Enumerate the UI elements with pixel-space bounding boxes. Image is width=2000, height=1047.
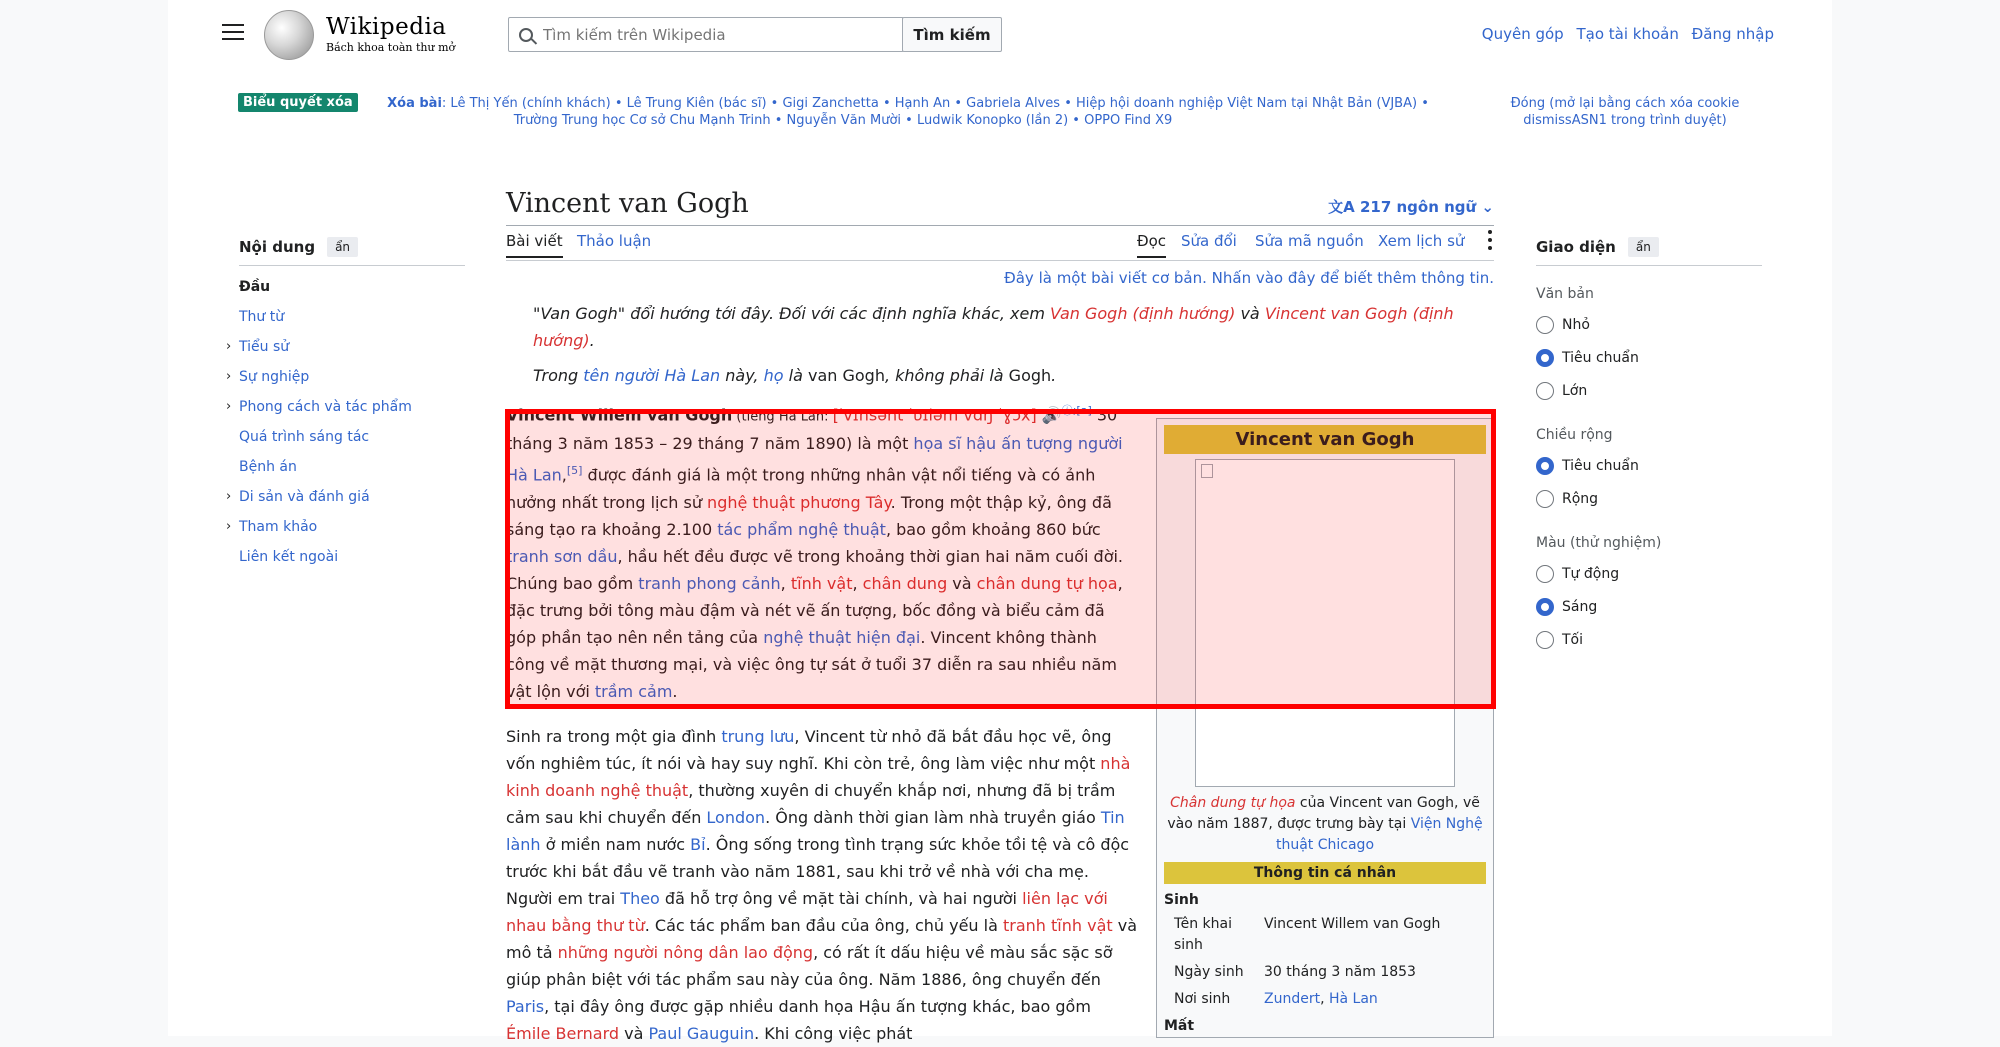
search-icon bbox=[519, 28, 533, 42]
radio-width-standard[interactable] bbox=[1536, 449, 1762, 482]
radio-text-standard[interactable] bbox=[1536, 341, 1762, 374]
radio-button[interactable] bbox=[1536, 349, 1554, 367]
featured-notice[interactable]: Đây là một bài viết cơ bản. Nhấn vào đây để biết thêm thông tin. bbox=[1004, 269, 1494, 287]
infobox-died-header: Mất bbox=[1164, 1018, 1195, 1034]
hatnote-text: Trong bbox=[533, 366, 584, 385]
article-link[interactable]: nghệ thuật hiện đại bbox=[763, 627, 921, 647]
translate-icon: 文A bbox=[1328, 198, 1360, 216]
radio-button[interactable] bbox=[1536, 457, 1554, 475]
toc-item-label: Tiểu sử bbox=[239, 339, 290, 355]
tab-history[interactable]: Xem lịch sử bbox=[1378, 232, 1465, 250]
wikipedia-globe-logo[interactable] bbox=[264, 10, 314, 60]
hatnote-text: , không phải là bbox=[884, 366, 1009, 385]
chevron-right-icon[interactable]: › bbox=[226, 399, 232, 414]
infobox-value: Vincent Willem van Gogh bbox=[1264, 916, 1441, 932]
image-caption bbox=[1164, 793, 1486, 856]
search-box[interactable] bbox=[508, 17, 904, 52]
body-text: . Khi công việc phát bbox=[754, 1023, 913, 1043]
appearance-hide-button[interactable]: ẩn bbox=[1628, 237, 1659, 257]
infobox-row bbox=[1164, 989, 1486, 1010]
tab-edit-source[interactable]: Sửa mã nguồn bbox=[1255, 232, 1364, 250]
body-text: Sinh ra trong một gia đình bbox=[506, 726, 722, 746]
toc-title: Nội dung bbox=[239, 238, 316, 256]
caption-text: của Vincent van Gogh, vẽ vào năm 1887, được trưng bày tại bbox=[1167, 795, 1480, 832]
lead-text: . Vincent không thành công về mặt thương mại, và việc ông tự sát ở tuổi 37 diễn ra sau nhiều năm vật lộn với bbox=[506, 627, 1117, 701]
toc-item-label: Đầu bbox=[239, 279, 271, 295]
toc-item-label: Bệnh án bbox=[239, 459, 297, 475]
infobox-key: Tên khai sinh bbox=[1174, 916, 1232, 953]
hatnote-text: . bbox=[589, 331, 595, 350]
appearance-panel bbox=[1536, 237, 1762, 656]
text-size-label: Văn bản bbox=[1536, 286, 1594, 302]
language-count: 217 ngôn ngữ bbox=[1359, 198, 1477, 216]
hatnote-link[interactable]: Vincent van Gogh (định hướng) bbox=[533, 304, 1454, 350]
radio-label: Tiêu chuẩn bbox=[1562, 349, 1639, 366]
lead-text: được đánh giá là một trong những nhân vật nổi tiếng và có ảnh hưởng nhất trong lịch sử bbox=[506, 465, 1096, 512]
infobox-value: 30 tháng 3 năm 1853 bbox=[1264, 964, 1416, 980]
radio-label: Tiêu chuẩn bbox=[1562, 457, 1639, 474]
body-text: ở miền nam nước bbox=[540, 834, 691, 854]
create-account-link[interactable]: Tạo tài khoản bbox=[1576, 25, 1679, 43]
toc-item-references[interactable] bbox=[226, 512, 465, 542]
article-link[interactable]: tranh sơn dầu bbox=[506, 546, 618, 566]
radio-button[interactable] bbox=[1536, 565, 1554, 583]
appearance-title: Giao diện bbox=[1536, 238, 1616, 256]
radio-color-dark[interactable] bbox=[1536, 623, 1762, 656]
article-link[interactable]: Paul Gauguin bbox=[648, 1023, 755, 1043]
toc-item-biography[interactable] bbox=[226, 332, 465, 362]
body-text: . Ông sống trong tình trạng sức khỏe tồi tệ và cô độc trước khi bắt đầu vẽ tranh vào năm 1881, sau khi trở về nhà với cha mẹ. Người em trai bbox=[506, 834, 1130, 908]
lead-text: . bbox=[672, 681, 678, 701]
banner-items-line2[interactable]: Trường Trung học Cơ sở Chu Mạnh Trinh • Nguyễn Văn Mười • Ludwik Konopko (lần 2) • OPPO Find X9 bbox=[513, 113, 1173, 128]
lead-text: , đặc trưng bởi tông màu đậm và nét vẽ ấn tượng, bốc đồng và biểu cảm đã góp phần tạo nên nền tảng của bbox=[506, 573, 1123, 647]
infobox-key: Nơi sinh bbox=[1174, 991, 1231, 1007]
hatnote-text: là bbox=[783, 366, 808, 385]
article-link[interactable]: Theo bbox=[620, 888, 660, 908]
article-link[interactable]: tác phẩm nghệ thuật bbox=[717, 519, 886, 539]
toc-item-top[interactable] bbox=[239, 272, 465, 302]
hatnote-block bbox=[506, 300, 1494, 389]
ref-link[interactable]: [5] bbox=[566, 464, 583, 478]
radio-button[interactable] bbox=[1536, 631, 1554, 649]
body-text: , Vincent từ nhỏ đã bắt đầu học vẽ, ông vốn nghiêm túc, ít nói và hay suy nghĩ. Khi còn trẻ, ông làm việc như một bbox=[506, 726, 1112, 773]
article-link[interactable]: nghệ thuật phương Tây bbox=[707, 492, 891, 512]
tab-read[interactable]: Đọc bbox=[1137, 232, 1166, 258]
radio-button[interactable] bbox=[1536, 316, 1554, 334]
hatnote-link[interactable]: Van Gogh (định hướng) bbox=[1050, 304, 1236, 323]
article-link[interactable]: liên lạc với nhau bằng thư từ bbox=[506, 888, 1108, 935]
toc-item-process[interactable] bbox=[239, 422, 465, 452]
lead-text: (tiếng Hà Lan: bbox=[732, 409, 833, 425]
radio-text-small[interactable] bbox=[1536, 308, 1762, 341]
ipa-link[interactable]: [ˈvɪnsənt ˈʋɪləm vɑŋ ˈɣɔx] bbox=[832, 405, 1037, 425]
main-menu-icon[interactable] bbox=[222, 24, 244, 42]
title-row bbox=[506, 190, 1494, 226]
table-of-contents bbox=[226, 237, 465, 572]
page-tabs bbox=[506, 226, 1494, 261]
toc-item-external-links[interactable] bbox=[239, 542, 465, 572]
article-link[interactable]: chân dung tự họa bbox=[976, 573, 1118, 593]
infobox-title: Vincent van Gogh bbox=[1164, 425, 1486, 454]
article-link[interactable]: họa sĩ hậu ấn tượng người Hà Lan bbox=[506, 434, 1123, 485]
article-link[interactable]: Tin lành bbox=[506, 807, 1125, 854]
radio-label: Tự động bbox=[1562, 565, 1620, 582]
page-title: Vincent van Gogh bbox=[506, 188, 749, 219]
radio-label: Lớn bbox=[1562, 382, 1588, 399]
search-button[interactable]: Tìm kiếm bbox=[902, 17, 1002, 52]
article-link[interactable]: Émile Bernard bbox=[506, 1023, 620, 1043]
body-text: , tại đây ông được gặp nhiều danh họa Hậu ấn tượng khác, bao gồm bbox=[544, 996, 1091, 1016]
lead-paragraph: Vincent Willem van Gogh (tiếng Hà Lan: [ˈvɪnsənt ˈʋɪləm vɑŋ ˈɣɔx] 🔊$^{ⓘ;[a]}$ 30 tháng 3 năm 1853 – 29 tháng 7 năm 1890) là một họa sĩ hậu ấn tượng người Hà Lan,[5] được đánh giá là một trong những nhân vật nổi tiếng và có ảnh hưởng nhất trong lịch sử nghệ thuật phương Tây. Trong một thập kỷ, ông đã sáng tạo ra khoảng 2.100 tác phẩm nghệ thuật, bao gồm khoảng 860 bức tranh sơn dầu, hầu hết đều được vẽ trong khoảng thời gian hai năm cuối đời. Chúng bao gồm tranh phong cảnh, tĩnh vật, chân dung và chân dung tự họa, đặc trưng bởi tông màu đậm và nét vẽ ấn tượng, bốc đồng và biểu cảm đã góp phần tạo nên nền tảng của nghệ thuật hiện đại. Vincent không thành công về mặt thương mại, và việc ông tự sát ở tuổi 37 diễn ra sau nhiều năm vật lộn với trầm cảm. bbox=[506, 404, 1124, 701]
hatnote-text: van Gogh bbox=[807, 366, 885, 385]
page bbox=[168, 0, 1832, 1043]
toc-item-career[interactable] bbox=[226, 362, 465, 392]
toc-item-label: Phong cách và tác phẩm bbox=[239, 399, 412, 415]
login-link[interactable]: Đăng nhập bbox=[1691, 25, 1774, 43]
lead-text: , bbox=[852, 573, 863, 593]
body-text: và bbox=[619, 1023, 649, 1043]
width-label: Chiều rộng bbox=[1536, 427, 1613, 443]
toc-hide-button[interactable]: ẩn bbox=[327, 237, 358, 257]
ref-link[interactable]: ⓘ;[a] bbox=[1061, 404, 1092, 417]
banner-close-link[interactable]: Đóng (mở lại bằng cách xóa cookie dismissASN1 trong trình duyệt) bbox=[1510, 96, 1740, 128]
lead-text: , bbox=[780, 573, 791, 593]
lead-text: , hầu hết đều được vẽ trong khoảng thời gian hai năm cuối đời. Chúng bao gồm bbox=[506, 546, 1124, 593]
user-links bbox=[1474, 25, 1774, 43]
body-text: và mô tả bbox=[506, 915, 1137, 962]
hatnote-text: . bbox=[1051, 366, 1057, 385]
color-label: Màu (thử nghiệm) bbox=[1536, 535, 1662, 551]
chevron-down-icon: ⌄ bbox=[1476, 198, 1494, 216]
donate-link[interactable]: Quyên góp bbox=[1481, 25, 1564, 43]
second-paragraph bbox=[506, 723, 1138, 1047]
hatnote-text: này, bbox=[720, 366, 764, 385]
lead-text: , bao gồm khoảng 860 bức bbox=[885, 519, 1101, 539]
hatnote-link[interactable]: họ bbox=[763, 366, 784, 385]
infobox-row bbox=[1164, 914, 1486, 956]
infobox-born-header: Sinh bbox=[1164, 892, 1199, 908]
lead-text: và bbox=[947, 573, 977, 593]
chevron-right-icon[interactable]: › bbox=[226, 519, 232, 534]
article-link[interactable]: nhà kinh doanh nghệ thuật bbox=[506, 753, 1131, 800]
radio-button[interactable] bbox=[1536, 490, 1554, 508]
toc-item-style[interactable] bbox=[226, 392, 465, 422]
radio-text-large[interactable] bbox=[1536, 374, 1762, 407]
article-link[interactable]: Bỉ bbox=[690, 834, 706, 854]
banner-text bbox=[238, 95, 1448, 129]
speaker-icon[interactable]: 🔊 bbox=[1036, 405, 1062, 425]
article-link[interactable]: tranh phong cảnh bbox=[638, 573, 781, 593]
radio-width-wide[interactable] bbox=[1536, 482, 1762, 515]
toc-header bbox=[239, 237, 465, 266]
caption-link[interactable]: Chân dung tự họa bbox=[1170, 795, 1296, 811]
search-input[interactable] bbox=[541, 25, 881, 45]
hatnote-link[interactable]: tên người Hà Lan bbox=[583, 366, 721, 385]
radio-label: Tối bbox=[1562, 631, 1584, 648]
portrait-image[interactable] bbox=[1195, 459, 1455, 787]
site-header bbox=[168, 0, 1832, 70]
main-content bbox=[506, 190, 1494, 1047]
article-link[interactable]: London bbox=[706, 807, 766, 827]
infobox-key: Ngày sinh bbox=[1174, 964, 1244, 980]
infobox-row bbox=[1164, 962, 1486, 983]
wordmark[interactable] bbox=[326, 14, 455, 54]
chevron-right-icon[interactable]: › bbox=[226, 489, 232, 504]
place-link[interactable]: Hà Lan bbox=[1329, 991, 1378, 1007]
toc-item-label: Liên kết ngoài bbox=[239, 549, 339, 565]
article-link[interactable]: tranh tĩnh vật bbox=[1002, 915, 1113, 935]
article-link[interactable]: trầm cảm bbox=[594, 681, 673, 701]
toc-item-illness[interactable] bbox=[239, 452, 465, 482]
radio-color-auto[interactable] bbox=[1536, 557, 1762, 590]
caption-link[interactable]: Viện Nghệ thuật Chicago bbox=[1275, 816, 1483, 853]
toc-item-label: Tham khảo bbox=[239, 519, 318, 535]
more-menu-icon[interactable] bbox=[1488, 230, 1492, 254]
image-placeholder-icon bbox=[1201, 464, 1213, 478]
toc-item-label: Di sản và đánh giá bbox=[239, 489, 370, 505]
chevron-right-icon[interactable]: › bbox=[226, 339, 232, 354]
wordmark-tagline: Bách khoa toàn thư mở bbox=[326, 41, 456, 54]
tab-edit[interactable]: Sửa đổi bbox=[1181, 232, 1237, 250]
body-text: . Các tác phẩm ban đầu của ông, chủ yếu là bbox=[644, 915, 1003, 935]
body-text: đã hỗ trợ ông về mặt tài chính, và hai người bbox=[659, 888, 1023, 908]
article-link[interactable]: những người nông dân lao động bbox=[557, 942, 814, 962]
lead-text: . Trong một thập kỷ, ông đã sáng tạo ra khoảng 2.100 bbox=[506, 492, 1112, 539]
radio-button[interactable] bbox=[1536, 598, 1554, 616]
wordmark-title: Wikipedia bbox=[326, 14, 447, 40]
toc-item-legacy[interactable] bbox=[226, 482, 465, 512]
place-link[interactable]: Zundert bbox=[1264, 991, 1321, 1007]
lead-text: 30 tháng 3 năm 1853 – 29 tháng 7 năm 1890) là một bbox=[506, 405, 1118, 454]
hatnote-text: "Van Gogh" đổi hướng tới đây. Đối với các định nghĩa khác, xem bbox=[533, 304, 1051, 323]
language-button[interactable] bbox=[1328, 196, 1494, 217]
subject-name: Vincent Willem van Gogh bbox=[506, 405, 733, 425]
appearance-header bbox=[1536, 237, 1762, 266]
toc-item-label: Thư từ bbox=[239, 309, 285, 325]
article-link[interactable]: chân dung bbox=[862, 573, 948, 593]
radio-label: Sáng bbox=[1562, 598, 1598, 615]
article-link[interactable]: trung lưu bbox=[721, 726, 795, 746]
tab-talk[interactable]: Thảo luận bbox=[577, 232, 652, 250]
hatnote-text: Gogh bbox=[1008, 366, 1052, 385]
hatnote-redirect bbox=[506, 300, 1494, 354]
hatnote-name bbox=[506, 362, 1494, 389]
toc-item-label: Quá trình sáng tác bbox=[239, 429, 370, 445]
hatnote-text: và bbox=[1235, 304, 1265, 323]
radio-label: Nhỏ bbox=[1562, 316, 1590, 333]
separator: , bbox=[1320, 991, 1329, 1007]
banner-items-line1[interactable]: : Lê Thị Yến (chính khách) • Lê Trung Kiên (bác sĩ) • Gigi Zanchetta • Hạnh An • Gabriela Alves • Hiệp hội doanh nghiệp Việt Nam tại Nhật Bản (VJBA) • bbox=[441, 96, 1429, 111]
deletion-vote-badge[interactable]: Biểu quyết xóa bbox=[238, 93, 358, 112]
radio-color-light[interactable] bbox=[1536, 590, 1762, 623]
radio-label: Rộng bbox=[1562, 490, 1599, 507]
infobox bbox=[1156, 418, 1494, 1038]
infobox-section-personal: Thông tin cá nhân bbox=[1164, 862, 1486, 884]
banner-lead-link[interactable]: Xóa bài bbox=[387, 96, 442, 111]
chevron-right-icon[interactable]: › bbox=[226, 369, 232, 384]
article-link[interactable]: tĩnh vật bbox=[790, 573, 853, 593]
toc-item-label: Sự nghiệp bbox=[239, 369, 310, 385]
body-text: . Ông dành thời gian làm nhà truyền giáo bbox=[765, 807, 1101, 827]
body-text: , thường xuyên di chuyển khắp nơi, nhưng đã bị trầm cảm sau khi chuyển đến bbox=[506, 780, 1116, 827]
infobox-value bbox=[1264, 989, 1378, 1010]
toc-item-letters[interactable] bbox=[239, 302, 465, 332]
radio-button[interactable] bbox=[1536, 382, 1554, 400]
article-link[interactable]: Paris bbox=[506, 996, 545, 1016]
tab-article[interactable]: Bài viết bbox=[506, 232, 563, 258]
body-text: , có rất ít dấu hiệu về màu sắc sặc sỡ giúp phân biệt với tác phẩm sau này của ông. Năm 1886, ông chuyển đến bbox=[506, 942, 1113, 989]
